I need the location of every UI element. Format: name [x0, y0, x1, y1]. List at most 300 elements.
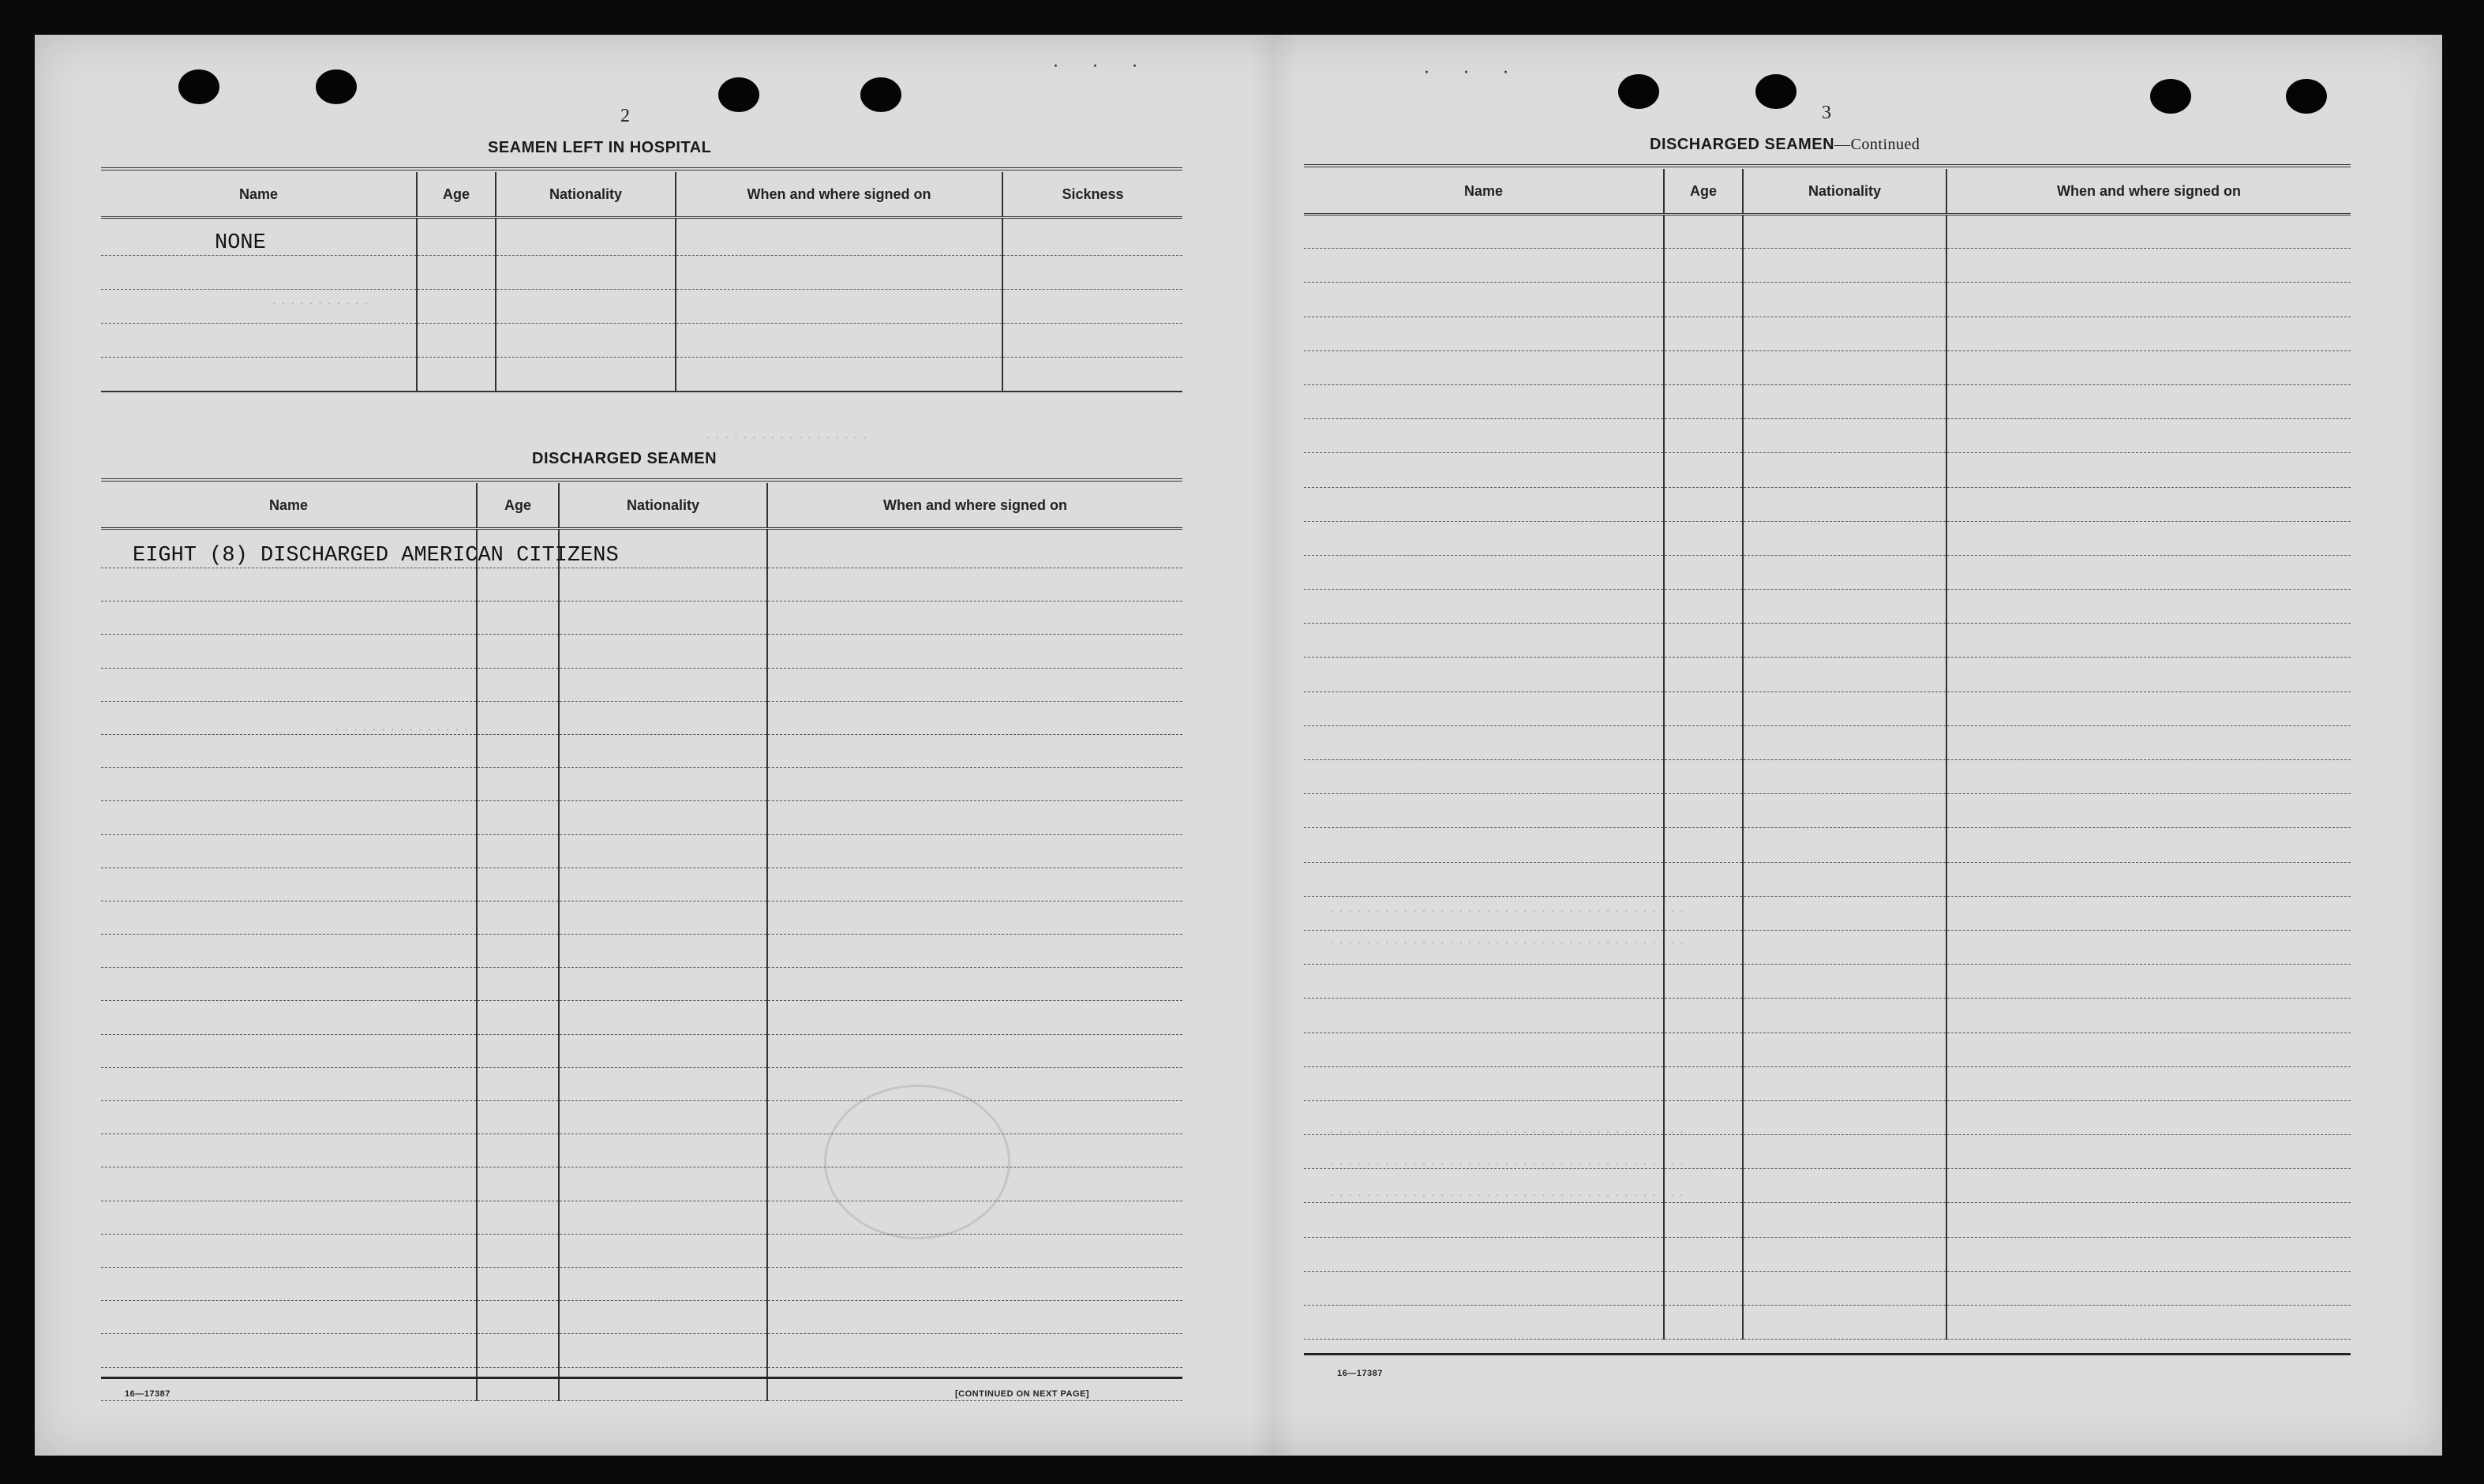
table-cell [477, 1234, 559, 1267]
bleed-through-mark: · · · · · · · · · · · [272, 295, 369, 313]
table-row [101, 901, 1182, 934]
table-cell [1743, 215, 1946, 249]
table-cell [1664, 794, 1743, 828]
page-number-right: 3 [1822, 103, 1831, 123]
table-row [1304, 249, 2351, 283]
table-cell [1664, 828, 1743, 862]
table-row [101, 1001, 1182, 1034]
discharged-entry [101, 529, 619, 568]
discharged-table-right [1304, 169, 2351, 1340]
table-row [1304, 1032, 2351, 1066]
table-cell [767, 1334, 1182, 1367]
table-cell [477, 768, 559, 801]
table-cell [1743, 965, 1946, 999]
table-cell [1304, 249, 1664, 283]
discharged-table-left [101, 483, 1182, 1401]
table-row [1304, 350, 2351, 384]
table-row [1304, 1100, 2351, 1134]
table-row [101, 1101, 1182, 1134]
table-cell [1664, 453, 1743, 487]
table-cell [1304, 1032, 1664, 1066]
column-header-age: Age [417, 172, 496, 218]
table-cell [477, 1067, 559, 1100]
table-cell [767, 529, 1182, 568]
table-cell [1946, 453, 2351, 487]
table-cell [1946, 590, 2351, 624]
table-row [101, 834, 1182, 868]
column-header-sickness: Sickness [1002, 172, 1182, 218]
table-cell [101, 1201, 477, 1234]
table-cell [101, 635, 477, 668]
table-cell [1743, 930, 1946, 964]
table-cell [1946, 521, 2351, 555]
table-cell [559, 801, 767, 834]
table-cell [1946, 1271, 2351, 1305]
table-cell [559, 1367, 767, 1400]
table-cell [1304, 1306, 1664, 1340]
table-cell [767, 968, 1182, 1001]
table-cell [1743, 487, 1946, 521]
punch-hole [718, 77, 759, 112]
table-cell [559, 1167, 767, 1201]
table-cell [1664, 590, 1743, 624]
bleed-through-mark: · · · · · · · · · · · · · · · · · · · · · · · · · · · · · · · · · · · · · · · [1329, 1156, 1684, 1173]
table-cell [1304, 1203, 1664, 1237]
table-cell [1946, 691, 2351, 725]
table-row [101, 635, 1182, 668]
table-cell [101, 768, 477, 801]
table-cell [1946, 624, 2351, 658]
table-row [101, 1301, 1182, 1334]
table-row [1304, 691, 2351, 725]
table-cell [101, 1101, 477, 1134]
table-cell [1743, 419, 1946, 453]
table-cell [1304, 487, 1664, 521]
table-cell [1304, 658, 1664, 691]
hospital-table-top-rule [101, 167, 1182, 171]
table-row [101, 568, 1182, 601]
table-cell [1002, 218, 1182, 256]
table-cell [477, 1334, 559, 1367]
table-cell [477, 1167, 559, 1201]
table-cell [477, 1267, 559, 1300]
table-cell [477, 1001, 559, 1034]
punch-hole [860, 77, 901, 112]
table-cell [1304, 384, 1664, 418]
table-cell [1664, 624, 1743, 658]
page-number-left: 2 [620, 106, 630, 126]
table-row [1304, 487, 2351, 521]
table-cell [1946, 350, 2351, 384]
table-cell [101, 734, 477, 767]
table-cell [1743, 1169, 1946, 1203]
table-cell [1743, 658, 1946, 691]
table-cell [477, 668, 559, 701]
hospital-section-title: SEAMEN LEFT IN HOSPITAL [488, 139, 712, 156]
table-cell [1664, 862, 1743, 896]
table-cell [101, 1267, 477, 1300]
table-cell [1946, 555, 2351, 589]
scan-specks: · · · [1424, 63, 1523, 83]
table-cell [559, 968, 767, 1001]
table-cell [767, 1067, 1182, 1100]
table-cell [1946, 862, 2351, 896]
column-header-name: Name [101, 483, 477, 529]
table-cell [1664, 1066, 1743, 1100]
table-cell [1304, 691, 1664, 725]
table-cell [1743, 249, 1946, 283]
table-cell [559, 701, 767, 734]
table-row [101, 668, 1182, 701]
table-cell [1664, 930, 1743, 964]
table-cell [767, 1201, 1182, 1234]
table-cell [1946, 725, 2351, 759]
right-table-bottom-rule [1304, 1353, 2351, 1355]
bleed-through-mark: · · · · · · · · · · · · · · · · · · · · · · · · · · · · · · · · · · · · · · · [1329, 903, 1684, 920]
table-row [101, 1067, 1182, 1100]
table-row [1304, 794, 2351, 828]
table-cell [1743, 828, 1946, 862]
discharged-section-title: DISCHARGED SEAMEN [532, 450, 717, 467]
table-cell [101, 1167, 477, 1201]
table-cell [1743, 1100, 1946, 1134]
table-cell [477, 1034, 559, 1067]
punch-hole [1618, 74, 1659, 109]
table-cell [1743, 521, 1946, 555]
table-cell [559, 734, 767, 767]
table-row [1304, 1306, 2351, 1340]
table-cell [1664, 1169, 1743, 1203]
right-table-top-rule [1304, 164, 2351, 167]
table-cell [1743, 1306, 1946, 1340]
table-cell [1304, 760, 1664, 794]
table-cell [1664, 999, 1743, 1032]
table-row [1304, 590, 2351, 624]
table-row [101, 601, 1182, 635]
discharged-table-bottom-rule [101, 1377, 1182, 1379]
table-cell [1743, 794, 1946, 828]
table-cell [767, 701, 1182, 734]
table-cell [477, 968, 559, 1001]
table-cell [767, 935, 1182, 968]
table-cell [101, 1134, 477, 1167]
table-cell [477, 635, 559, 668]
bleed-through-mark: · · · · · · · · · · · · · · · · · · [706, 429, 867, 447]
hospital-entry-text: NONE [215, 231, 266, 255]
table-cell [1304, 725, 1664, 759]
table-cell [1743, 862, 1946, 896]
bleed-through-mark: · · · · · · · · · · · · · · · · · · · · · · · · · · · · · · · · · · · · · · · [1329, 1124, 1684, 1141]
table-row [1304, 862, 2351, 896]
table-cell [1743, 453, 1946, 487]
punch-hole [178, 69, 219, 104]
table-cell [1664, 555, 1743, 589]
table-cell [1304, 794, 1664, 828]
table-cell [101, 1234, 477, 1267]
table-row [1304, 1169, 2351, 1203]
table-cell [559, 1267, 767, 1300]
table-row [1304, 283, 2351, 317]
table-cell [1304, 283, 1664, 317]
table-row [1304, 624, 2351, 658]
table-row [101, 701, 1182, 734]
table-cell [767, 1234, 1182, 1267]
table-cell [767, 668, 1182, 701]
table-row [1304, 1066, 2351, 1100]
table-cell [767, 734, 1182, 767]
column-header-nationality: Nationality [496, 172, 676, 218]
table-cell [1743, 384, 1946, 418]
table-cell [1743, 1066, 1946, 1100]
bleed-through-mark: · · · · · · · · · · · · · · · · · · · · · · · · · · · · · · · · · · · · · · · [1329, 935, 1684, 952]
table-cell [1664, 691, 1743, 725]
table-cell [767, 635, 1182, 668]
table-row [101, 1234, 1182, 1267]
table-row [101, 358, 1182, 392]
table-cell [1304, 350, 1664, 384]
table-cell [1664, 283, 1743, 317]
table-cell [1946, 384, 2351, 418]
column-header-signed-on: When and where signed on [676, 172, 1002, 218]
table-row [1304, 999, 2351, 1032]
table-row [101, 968, 1182, 1001]
table-cell [767, 601, 1182, 635]
table-cell [477, 834, 559, 868]
table-cell [767, 768, 1182, 801]
table-cell [1664, 317, 1743, 350]
table-cell [1304, 453, 1664, 487]
table-row [101, 1334, 1182, 1367]
column-header-name: Name [101, 172, 417, 218]
table-cell [477, 935, 559, 968]
table-cell [1946, 896, 2351, 930]
table-cell [1946, 419, 2351, 453]
table-row [101, 734, 1182, 767]
table-row [101, 290, 1182, 324]
discharged-continued-title-main: DISCHARGED SEAMEN [1650, 136, 1835, 153]
table-cell [1946, 999, 2351, 1032]
discharged-entry-text: EIGHT (8) DISCHARGED AMERICAN CITIZENS [133, 544, 619, 568]
table-cell [477, 1101, 559, 1134]
table-cell [559, 1067, 767, 1100]
punch-hole [316, 69, 357, 104]
table-row [1304, 419, 2351, 453]
table-row [1304, 965, 2351, 999]
table-cell [1664, 215, 1743, 249]
table-cell [1946, 487, 2351, 521]
table-cell [767, 1167, 1182, 1201]
table-cell [559, 1134, 767, 1167]
table-cell [1664, 1237, 1743, 1271]
table-cell [1946, 317, 2351, 350]
table-cell [1946, 930, 2351, 964]
table-cell [1304, 317, 1664, 350]
table-row [101, 1167, 1182, 1201]
table-cell [477, 1134, 559, 1167]
table-cell [1743, 283, 1946, 317]
table-cell [477, 601, 559, 635]
table-cell [559, 901, 767, 934]
table-cell [1664, 1032, 1743, 1066]
table-cell [1946, 1306, 2351, 1340]
table-cell [1304, 1271, 1664, 1305]
table-row [1304, 930, 2351, 964]
table-cell [1304, 521, 1664, 555]
table-cell [559, 1101, 767, 1134]
table-cell [559, 601, 767, 635]
table-cell [1946, 760, 2351, 794]
table-cell [559, 1001, 767, 1034]
table-cell [1946, 1169, 2351, 1203]
table-row [1304, 760, 2351, 794]
table-cell [767, 568, 1182, 601]
table-cell [101, 1034, 477, 1067]
form-number-left: 16—17387 [125, 1389, 170, 1399]
table-cell [1743, 691, 1946, 725]
table-cell [1743, 999, 1946, 1032]
table-cell [1304, 590, 1664, 624]
table-cell [101, 1067, 477, 1100]
table-cell [1664, 965, 1743, 999]
bleed-through-mark: · · · · · · · · · · · · · · · · · · · · · · · · · · · · · · · · · · · · · · · [1329, 1187, 1684, 1205]
column-header-age: Age [1664, 169, 1743, 215]
table-cell [559, 1234, 767, 1267]
table-cell [559, 1334, 767, 1367]
discharged-continued-title-suffix: —Continued [1834, 136, 1920, 153]
column-header-name: Name [1304, 169, 1664, 215]
table-cell [676, 218, 1002, 256]
table-cell [477, 568, 559, 601]
table-cell [1664, 419, 1743, 453]
table-cell [1664, 658, 1743, 691]
table-cell [1743, 1135, 1946, 1169]
table-row [1304, 521, 2351, 555]
table-cell [1743, 896, 1946, 930]
table-cell [1664, 896, 1743, 930]
document-page [35, 35, 2442, 1456]
table-cell [1946, 1203, 2351, 1237]
table-cell [767, 834, 1182, 868]
punch-hole [2150, 79, 2191, 114]
page-gutter [1250, 35, 1298, 1456]
table-row [101, 324, 1182, 358]
discharged-continued-title [1650, 136, 1920, 154]
hospital-table [101, 172, 1182, 392]
table-cell [477, 801, 559, 834]
table-cell [1304, 896, 1664, 930]
table-cell [767, 801, 1182, 834]
table-cell [1946, 215, 2351, 249]
table-cell [477, 1367, 559, 1400]
table-cell [1946, 794, 2351, 828]
table-cell [417, 218, 496, 256]
table-cell [1743, 1237, 1946, 1271]
scan-specks: · · · [1053, 57, 1152, 77]
table-cell [1743, 624, 1946, 658]
table-cell [1304, 862, 1664, 896]
table-cell [1946, 249, 2351, 283]
table-cell [559, 635, 767, 668]
discharged-table-top-rule [101, 478, 1182, 482]
table-cell [101, 701, 477, 734]
table-cell [1946, 1100, 2351, 1134]
table-cell [1664, 1306, 1743, 1340]
table-cell [1946, 1135, 2351, 1169]
table-cell [767, 1301, 1182, 1334]
table-cell [1664, 1135, 1743, 1169]
table-cell [559, 768, 767, 801]
table-row [1304, 658, 2351, 691]
table-row [101, 801, 1182, 834]
table-cell [559, 668, 767, 701]
table-cell [477, 868, 559, 901]
column-header-age: Age [477, 483, 559, 529]
table-row [1304, 828, 2351, 862]
table-cell [1946, 658, 2351, 691]
table-cell [559, 568, 767, 601]
table-cell [1304, 215, 1664, 249]
table-cell [767, 1034, 1182, 1067]
table-cell [101, 968, 477, 1001]
table-cell [101, 568, 477, 601]
table-cell [559, 1301, 767, 1334]
column-header-signed-on: When and where signed on [1946, 169, 2351, 215]
table-cell [101, 801, 477, 834]
table-cell [1664, 1203, 1743, 1237]
column-header-nationality: Nationality [1743, 169, 1946, 215]
table-cell [1664, 249, 1743, 283]
table-cell [1946, 1066, 2351, 1100]
table-cell [1743, 725, 1946, 759]
table-cell [101, 601, 477, 635]
table-cell [1304, 555, 1664, 589]
table-row [1304, 384, 2351, 418]
table-cell [1664, 384, 1743, 418]
table-cell [1946, 1237, 2351, 1271]
table-cell [1304, 1100, 1664, 1134]
table-row [1304, 1237, 2351, 1271]
table-cell [101, 1001, 477, 1034]
table-row [101, 256, 1182, 290]
table-cell [1304, 624, 1664, 658]
table-cell [101, 668, 477, 701]
table-cell [1743, 350, 1946, 384]
table-row [101, 1034, 1182, 1067]
continued-note: [CONTINUED ON NEXT PAGE] [955, 1389, 1090, 1399]
table-cell [101, 935, 477, 968]
table-cell [1664, 521, 1743, 555]
table-row [101, 935, 1182, 968]
table-cell [767, 1267, 1182, 1300]
table-cell [477, 901, 559, 934]
table-row [1304, 1271, 2351, 1305]
table-cell [477, 1301, 559, 1334]
table-cell [1304, 965, 1664, 999]
table-row [1304, 317, 2351, 350]
table-cell [1304, 1237, 1664, 1271]
table-cell [1304, 1135, 1664, 1169]
table-row [1304, 453, 2351, 487]
table-cell [767, 1134, 1182, 1167]
table-cell [1304, 1169, 1664, 1203]
table-cell [559, 868, 767, 901]
form-number-right: 16—17387 [1337, 1369, 1383, 1378]
table-row [1304, 725, 2351, 759]
table-cell [767, 1101, 1182, 1134]
table-cell [1743, 555, 1946, 589]
table-cell [1743, 1032, 1946, 1066]
hospital-entry-name [101, 218, 417, 256]
